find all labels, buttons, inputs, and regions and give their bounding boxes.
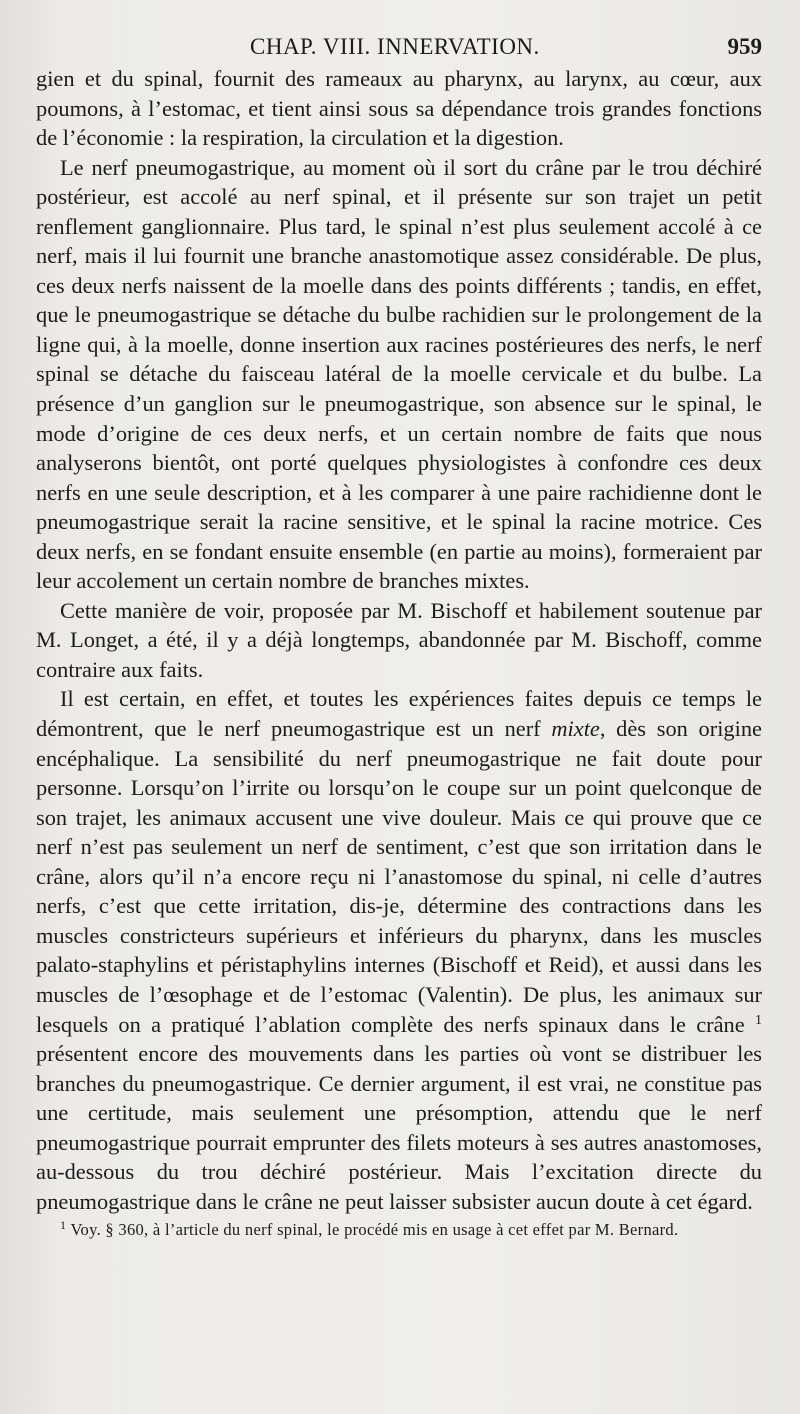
- running-title: CHAP. VIII. INNERVATION.: [250, 34, 540, 59]
- paragraph-mixed-nerve: [36, 684, 762, 1216]
- running-head: [36, 28, 762, 62]
- paragraph-continued: gien et du spinal, fournit des rameaux au pharynx, au larynx, au cœur, aux poumons, à l’estomac, et tient ainsi sous sa dépendance trois grandes fonctions de l’économie : la respiration, la circulation et la digestion.: [36, 66, 762, 151]
- paragraph-pneumogastric-spinal: Le nerf pneumogastrique, au moment où il sort du crâne par le trou déchiré postérieur, est accolé au nerf spinal, et il présente sur son trajet un petit renflement ganglionnaire. Plus tard, le spinal n’est plus seulement accolé à ce nerf, mais il lui fournit une branche anastomotique assez considérable. De plus, ces deux nerfs naissent de la moelle dans des points différents ; tandis, en effet, que le pneumogastrique se détache du bulbe rachidien sur le prolongement de la ligne qui, à la moelle, donne insertion aux racines postérieures des nerfs, le nerf spinal se détache du faisceau latéral de la moelle cervicale et du bulbe. La présence d’un ganglion sur le pneumogastrique, son absence sur le spinal, le mode d’origine de ces deux nerfs, et un certain nombre de faits que nous analyserons bientôt, ont porté quelques physiologistes à confondre ces deux nerfs en une seule description, et à les comparer à une paire rachidienne dont le pneumogastrique serait la racine sensitive, et le spinal la racine motrice. Ces deux nerfs, en se fondant ensuite ensemble (en partie au moins), formeraient par leur accolement un certain nombre de branches mixtes.: [36, 154, 762, 594]
- footnote-reference[interactable]: 1: [754, 1012, 762, 1028]
- italic-term: mixte: [551, 716, 600, 742]
- footnote-number: 1: [60, 1218, 67, 1233]
- page-number: 959: [727, 34, 762, 59]
- paragraph-text: présentent encore des mouvements dans les parties où vont se distribuer les branches du pneumogastrique. Ce dernier argument, il est vrai, ne constitue pas une certitude, mais seulement une présomption, attendu que le nerf pneumogastrique pourrait emprunter des filets moteurs à ses autres anastomoses, au-dessous du trou déchiré postérieur. Mais l’excitation directe du pneumogastrique dans le crâne ne peut laisser subsister aucun doute à cet égard.: [36, 1041, 762, 1214]
- paragraph-bischoff-view: Cette manière de voir, proposée par M. Bischoff et habilement soutenue par M. Longet, a été, il y a déjà longtemps, abandonnée par M. Bischoff, comme contraire aux faits.: [36, 597, 762, 682]
- footnote: [36, 1220, 762, 1240]
- paragraph-text: Il est certain, en effet, et toutes les expériences faites depuis ce temps le démontrent, que le nerf pneumogastrique est un nerf: [36, 686, 762, 742]
- body-text: [36, 64, 762, 1216]
- paragraph-text: , dès son origine encéphalique. La sensibilité du nerf pneumogastrique ne fait doute pour personne. Lorsqu’on l’irrite ou lorsqu’on le coupe sur un point quelconque de son trajet, les animaux accusent une vive douleur. Mais ce qui prouve que ce nerf n’est pas seulement un nerf de sentiment, c’est que son irritation dans le crâne, alors qu’il n’a encore reçu ni l’anastomose du spinal, ni celle d’autres nerfs, c’est que cette irritation, dis-je, détermine des contractions dans les muscles constricteurs supérieurs et inférieurs du pharynx, dans les muscles palato-staphylins et péristaphylins internes (Bischoff et Reid), et aussi dans les muscles de l’œsophage et de l’estomac (Valentin). De plus, les animaux sur lesquels on a pratiqué l’ablation complète des nerfs spinaux dans le crâne: [36, 716, 762, 1037]
- footnote-text: Voy. § 360, à l’article du nerf spinal, le procédé mis en usage à cet effet par M. Bernard.: [70, 1220, 679, 1240]
